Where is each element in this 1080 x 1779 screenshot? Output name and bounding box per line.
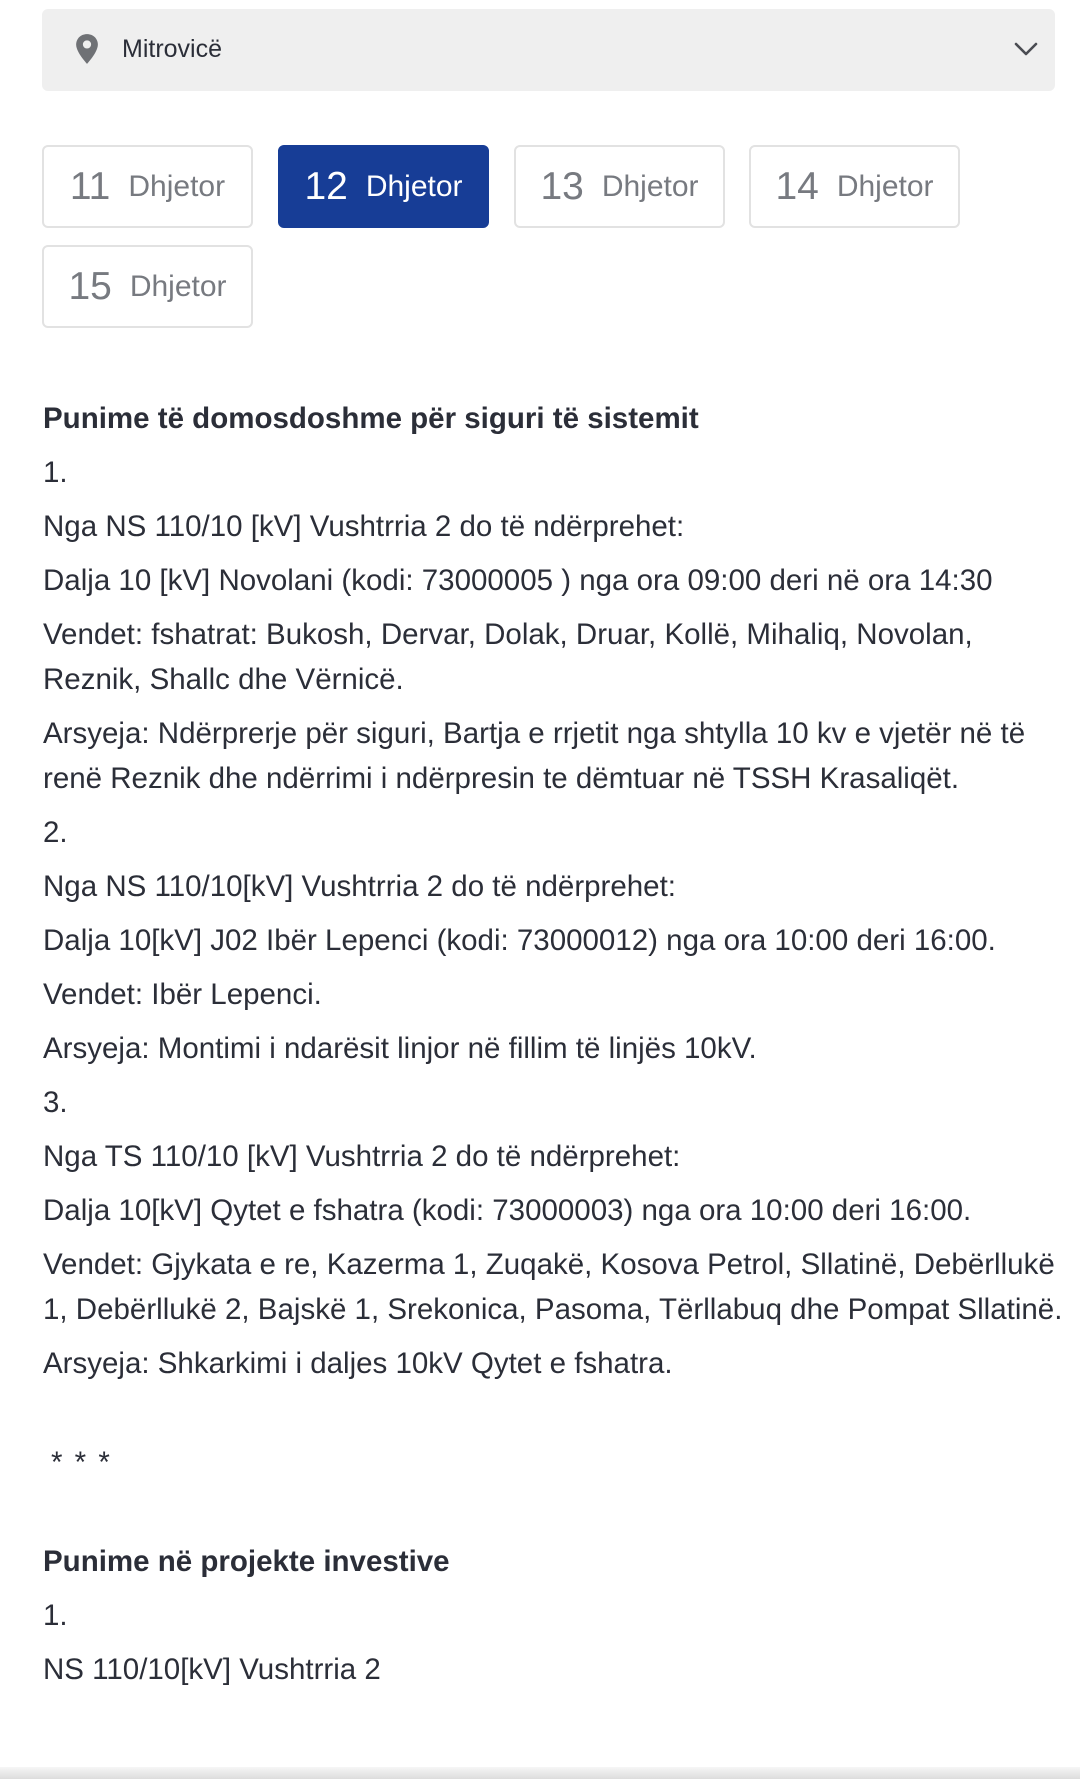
item-number: 3.	[43, 1086, 68, 1119]
chevron-down-icon[interactable]	[1013, 40, 1039, 58]
date-tab-day: 15	[68, 265, 112, 308]
date-tab-13[interactable]	[514, 145, 725, 228]
map-pin-icon	[73, 33, 101, 65]
section-title: Punime të domosdoshme për siguri të sistemit	[43, 402, 699, 435]
item-number: 1.	[43, 1599, 68, 1632]
spacer	[43, 1494, 1063, 1539]
item-feeder: Dalja 10[kV] Qytet e fshatra (kodi: 73000003) nga ora 10:00 deri 16:00.	[43, 1194, 972, 1227]
date-tab-month: Dhjetor	[836, 169, 934, 203]
date-tab-month: Dhjetor	[128, 169, 226, 203]
date-tab-month: Dhjetor	[365, 169, 463, 203]
item-places: Vendet: fshatrat: Bukosh, Dervar, Dolak, Druar, Kollë, Mihaliq, Novolan, Reznik, Shallc dhe Vërnicë.	[43, 618, 973, 696]
date-tab-month: Dhjetor	[601, 169, 699, 203]
section-title: Punime në projekte investive	[43, 1545, 450, 1578]
bottom-edge	[0, 1767, 1080, 1779]
item-number: 2.	[43, 816, 68, 849]
date-tab-14[interactable]	[749, 145, 960, 228]
item-feeder: Dalja 10 [kV] Novolani (kodi: 73000005 ) nga ora 09:00 deri në ora 14:30	[43, 564, 993, 597]
date-tab-15[interactable]	[42, 245, 253, 328]
item-reason: Arsyeja: Shkarkimi i daljes 10kV Qytet e fshatra.	[43, 1347, 673, 1380]
location-selected-value: Mitrovicë	[122, 35, 223, 63]
item-source: Nga NS 110/10 [kV] Vushtrria 2 do të ndërprehet:	[43, 510, 685, 543]
date-tab-12[interactable]	[278, 145, 489, 228]
date-tab-11[interactable]	[42, 145, 253, 228]
date-tab-day: 12	[304, 165, 348, 208]
item-feeder: Dalja 10[kV] J02 Ibër Lepenci (kodi: 73000012) nga ora 10:00 deri 16:00.	[43, 924, 996, 957]
item-source: Nga NS 110/10[kV] Vushtrria 2 do të ndërprehet:	[43, 870, 676, 903]
item-number: 1.	[43, 456, 68, 489]
item-reason: Arsyeja: Montimi i ndarësit linjor në fillim të linjës 10kV.	[43, 1032, 757, 1065]
date-tab-month: Dhjetor	[129, 269, 227, 303]
spacer	[43, 1395, 1063, 1440]
date-tab-day: 11	[69, 165, 111, 208]
item-source: NS 110/10[kV] Vushtrria 2	[43, 1653, 381, 1686]
date-tab-day: 14	[775, 165, 819, 208]
section-separator: * * *	[51, 1446, 112, 1479]
item-places: Vendet: Ibër Lepenci.	[43, 978, 322, 1011]
date-tab-day: 13	[540, 165, 584, 208]
item-places: Vendet: Gjykata e re, Kazerma 1, Zuqakë, Kosova Petrol, Sllatinë, Debërllukë 1, Debërllukë 2, Bajskë 1, Srekonica, Pasoma, Tërllabuq dhe Pompat Sllatinë.	[43, 1248, 1063, 1326]
item-reason: Arsyeja: Ndërprerje për siguri, Bartja e rrjetit nga shtylla 10 kv e vjetër në të renë Reznik dhe ndërrimi i ndërpresin te dëmtuar në TSSH Krasaliqët.	[43, 717, 1026, 795]
item-source: Nga TS 110/10 [kV] Vushtrria 2 do të ndërprehet:	[43, 1140, 681, 1173]
outage-notice-content	[43, 396, 1063, 1701]
